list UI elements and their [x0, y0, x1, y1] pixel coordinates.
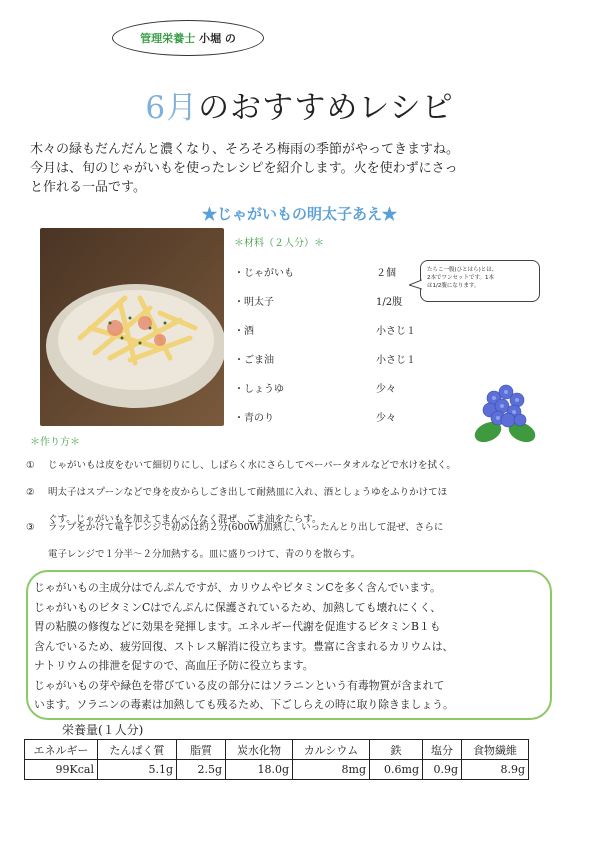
intro-paragraph — [30, 140, 575, 197]
table-cell: 99Kcal — [25, 760, 98, 780]
info-line: 含んでいるため、疲労回復、ストレス解消に役立ちます。豊富に含まれるカリウムは、 — [34, 639, 454, 653]
dish-photo — [40, 228, 224, 426]
table-header-cell: エネルギー — [25, 740, 98, 760]
ingredient-name: ・青のり — [234, 413, 274, 424]
info-line: ナトリウムの排泄を促すので、高血圧予防に役立ちます。 — [34, 659, 314, 672]
note-line: は1/2腹になります。 — [427, 283, 480, 289]
table-cell: 0.9g — [423, 760, 462, 780]
step-number: ① — [26, 460, 35, 471]
table-cell: 2.5g — [177, 760, 226, 780]
table-cell: 18.0g — [226, 760, 293, 780]
ingredient-name: ・酒 — [234, 326, 254, 337]
table-cell: 8mg — [293, 760, 370, 780]
page-title — [0, 82, 599, 127]
nutrition-title: 栄養量(１人分) — [62, 723, 144, 737]
nutrition-table — [24, 739, 529, 780]
steps-heading: ＊作り方＊ — [30, 437, 80, 448]
step-text: ラップをかけて電子レンジで初めは約２分(600W)加熱し、いったんとり出して混ぜ、さらに — [48, 522, 444, 533]
intro-line: 今月は、旬のじゃがいもを使ったレシピを紹介します。火を使わずにさっ — [30, 161, 458, 176]
table-header-cell: 塩分 — [423, 740, 462, 760]
info-line: じゃがいものビタミンCはでんぷんに保護されているため、加熱しても壊れにくく、 — [34, 600, 442, 614]
table-header-row — [25, 740, 529, 760]
table-cell: 5.1g — [98, 760, 177, 780]
table-cell: 0.6mg — [370, 760, 423, 780]
recipe-name: ★じゃがいもの明太子あえ★ — [201, 205, 397, 223]
author-badge — [112, 20, 264, 56]
badge-name: 小堀 の — [199, 32, 236, 45]
info-text — [34, 578, 554, 715]
ingredient-qty: 小さじ１ — [376, 326, 416, 337]
info-line: います。ソラニンの毒素は加熱しても残るため、下ごしらえの時に取り除きましょう。 — [34, 698, 454, 711]
table-header-cell: 脂質 — [177, 740, 226, 760]
table-header-cell: 炭水化物 — [226, 740, 293, 760]
ingredient-name: ・ごま油 — [234, 355, 274, 366]
table-cell: 8.9g — [462, 760, 529, 780]
table-header-cell: たんぱく質 — [98, 740, 177, 760]
ingredient-name: ・しょうゆ — [234, 384, 284, 395]
note-line: 2本でワンセットです。1本 — [427, 275, 495, 281]
note-bubble — [420, 260, 540, 302]
info-line: じゃがいもの主成分はでんぷんですが、カリウムやビタミンCを多く含んでいます。 — [34, 581, 441, 594]
step-text: ぐす。じゃがいもを加えてまんべんなく混ぜ、ごま油をたらす。 — [48, 514, 322, 525]
step-item — [26, 514, 586, 568]
step-text: じゃがいもは皮をむいて細切りにし、しばらく水にさらしてペーパータオルなどで水けを拭く。 — [48, 460, 456, 471]
badge-title: 管理栄養士 — [140, 32, 196, 45]
table-header-cell: 鉄 — [370, 740, 423, 760]
bubble-tail — [409, 279, 422, 291]
ingredient-qty: ２個 — [376, 268, 396, 279]
hydrangea-illustration — [470, 376, 540, 446]
step-text: 明太子はスプーンなどで身を皮からしごき出して耐熱皿に入れ、酒としょうゆをふりかけてほ — [48, 487, 448, 498]
step-number: ③ — [26, 522, 35, 533]
table-row — [25, 760, 529, 780]
note-line: たらこ一腹(ひとはら)とは、 — [427, 267, 498, 273]
intro-line: 木々の緑もだんだんと濃くなり、そろそろ梅雨の季節がやってきますね。 — [30, 142, 460, 157]
table-header-cell: 食物繊維 — [462, 740, 529, 760]
intro-line: と作れる一品です。 — [30, 180, 146, 195]
ingredient-qty: 小さじ１ — [376, 355, 416, 366]
ingredient-name: ・じゃがいも — [234, 268, 294, 279]
ingredient-name: ・明太子 — [234, 297, 274, 308]
info-line: 胃の粘膜の修復などに効果を発揮します。エネルギー代謝を促進するビタミンB１も — [34, 620, 441, 633]
title-rest: のおすすめレシピ — [198, 90, 454, 126]
title-month: 6月 — [145, 90, 199, 126]
table-header-cell: カルシウム — [293, 740, 370, 760]
ingredients-heading: ＊材料（２人分）＊ — [234, 238, 324, 249]
step-number: ② — [26, 487, 35, 498]
ingredient-qty: 少々 — [376, 384, 396, 395]
ingredient-qty: 1/2腹 — [376, 297, 403, 308]
ingredient-qty: 少々 — [376, 413, 396, 424]
step-text: 電子レンジで１分半～２分加熱する。皿に盛りつけて、青のりを散らす。 — [48, 549, 361, 560]
info-line: じゃがいもの芽や緑色を帯びている皮の部分にはソラニンという有毒物質が含まれて — [34, 678, 445, 692]
step-item — [26, 452, 586, 479]
